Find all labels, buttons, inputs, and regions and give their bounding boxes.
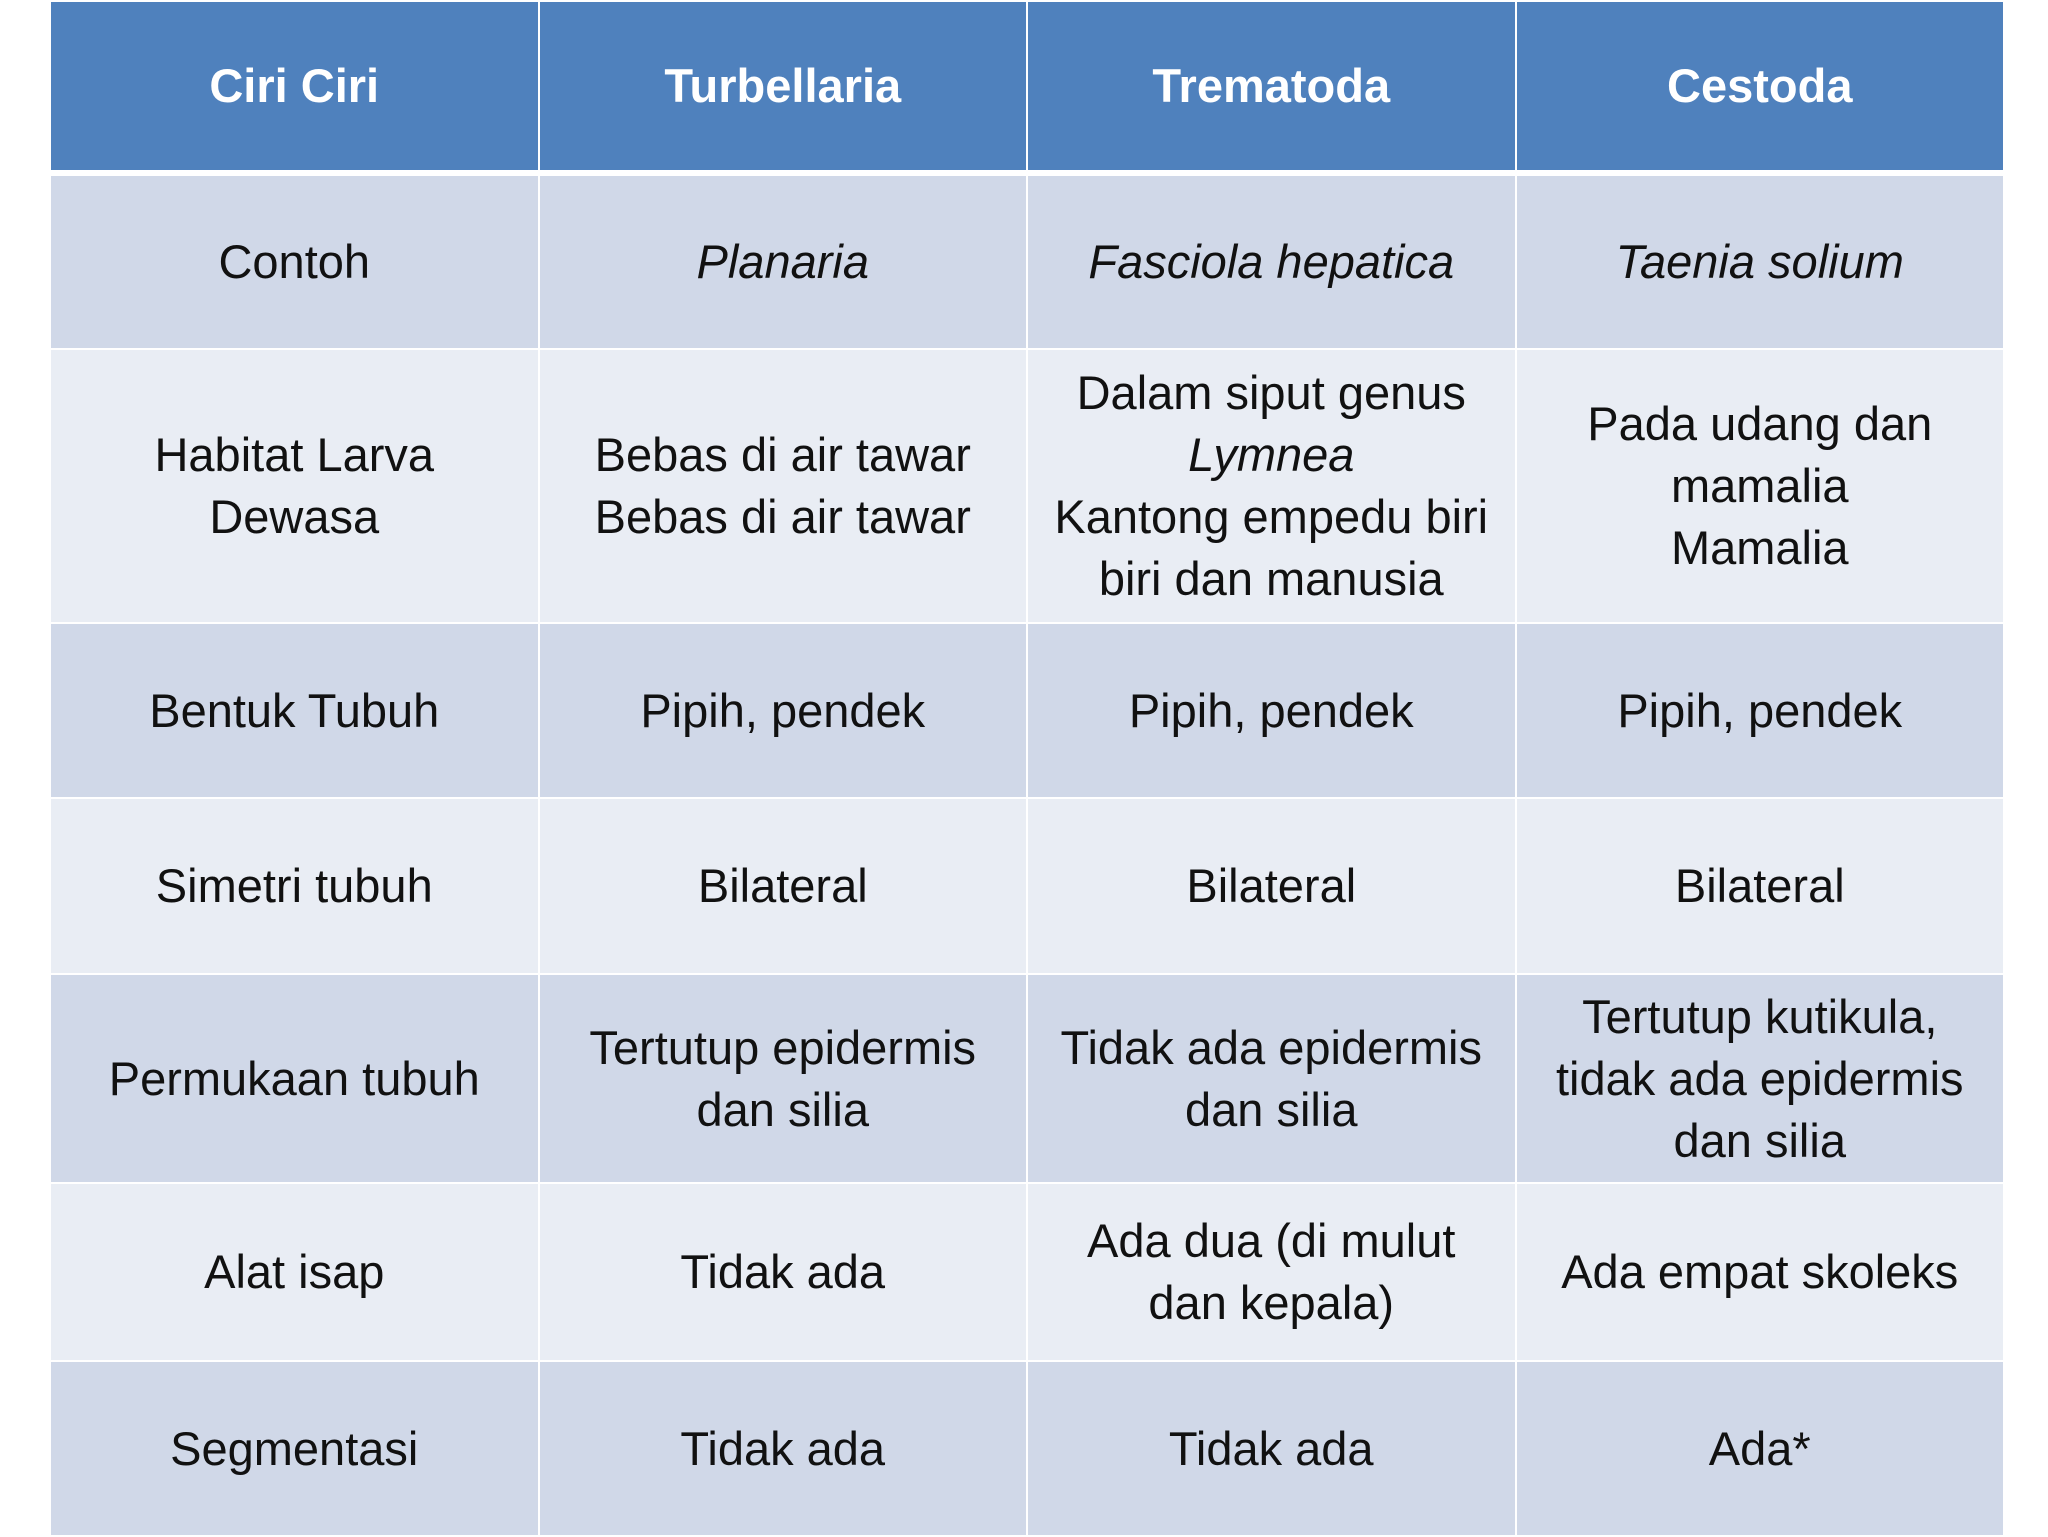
row-label-habitat [50, 349, 539, 623]
row-label-line: Habitat Larva [154, 428, 435, 481]
cell-contoh-trematoda [1027, 173, 1516, 349]
row-label-bentuk-tubuh: Bentuk Tubuh [50, 623, 539, 798]
cell-line: Tidak ada [680, 1421, 886, 1475]
cell-alat-cestoda [1516, 1183, 2005, 1361]
cell-line: dan silia [696, 1082, 869, 1136]
row-label-simetri-tubuh: Simetri tubuh [50, 798, 539, 974]
cell-contoh-turbellaria [539, 173, 1028, 349]
cell-bentuk-turbellaria [539, 623, 1028, 798]
cell-line: Tidak ada [680, 1245, 886, 1298]
cell-line: tidak ada epidermis [1555, 1051, 1964, 1105]
cell-permukaan-cestoda [1516, 974, 2005, 1183]
cell-line-genus: Lymnea [1188, 428, 1355, 481]
platyhelminthes-comparison-table [49, 0, 2005, 1537]
cell-line: Tidak ada [1168, 1421, 1374, 1475]
cell-alat-turbellaria [539, 1183, 1028, 1361]
cell-line: Pipih, pendek [640, 683, 926, 737]
cell-line: Taenia solium [1615, 235, 1904, 288]
cell-line: mamalia [1670, 459, 1849, 512]
table-row-permukaan-tubuh [50, 974, 2004, 1183]
row-label-segmentasi: Segmentasi [50, 1361, 539, 1536]
cell-segmentasi-cestoda [1516, 1361, 2005, 1536]
cell-line: Tidak ada epidermis [1060, 1020, 1482, 1074]
cell-line: Pipih, pendek [1128, 683, 1414, 737]
cell-bentuk-cestoda [1516, 623, 2005, 798]
table-row-simetri-tubuh [50, 798, 2004, 974]
cell-line: dan silia [1185, 1082, 1358, 1136]
cell-line: Mamalia [1670, 521, 1849, 574]
row-label-line: Dewasa [209, 490, 380, 543]
cell-simetri-trematoda [1027, 798, 1516, 974]
table-row-alat-isap [50, 1183, 2004, 1361]
row-label-contoh: Contoh [50, 173, 539, 349]
row-label-alat-isap: Alat isap [50, 1183, 539, 1361]
cell-alat-trematoda [1027, 1183, 1516, 1361]
cell-line: dan silia [1673, 1113, 1846, 1167]
cell-line: dan kepala) [1148, 1276, 1395, 1329]
table-row-contoh [50, 173, 2004, 349]
header-row [50, 1, 2004, 173]
cell-habitat-turbellaria [539, 349, 1028, 623]
cell-line: Bebas di air tawar [594, 490, 971, 543]
cell-line: biri dan manusia [1098, 552, 1444, 605]
comparison-table-container [49, 0, 2003, 1537]
cell-contoh-cestoda [1516, 173, 2005, 349]
table-row-segmentasi [50, 1361, 2004, 1536]
cell-permukaan-turbellaria [539, 974, 1028, 1183]
table-row-habitat [50, 349, 2004, 623]
table-row-bentuk-tubuh [50, 623, 2004, 798]
header-turbellaria: Turbellaria [539, 1, 1028, 173]
cell-line: Fasciola hepatica [1088, 235, 1455, 288]
cell-bentuk-trematoda [1027, 623, 1516, 798]
cell-line: Pada udang dan [1587, 397, 1933, 450]
cell-line: Pipih, pendek [1617, 683, 1903, 737]
cell-line: Tertutup epidermis [589, 1020, 977, 1074]
cell-line: Tertutup kutikula, [1582, 989, 1938, 1043]
cell-line: Bebas di air tawar [594, 428, 971, 481]
header-cestoda: Cestoda [1516, 1, 2005, 173]
cell-segmentasi-turbellaria [539, 1361, 1028, 1536]
cell-line: Bilateral [1186, 859, 1357, 912]
cell-line: Dalam siput genus [1076, 366, 1466, 419]
header-ciri-ciri: Ciri Ciri [50, 1, 539, 173]
cell-habitat-trematoda [1027, 349, 1516, 623]
cell-segmentasi-trematoda [1027, 1361, 1516, 1536]
cell-line: Planaria [696, 235, 869, 288]
cell-simetri-turbellaria [539, 798, 1028, 974]
header-trematoda: Trematoda [1027, 1, 1516, 173]
table-header [50, 1, 2004, 173]
cell-line: Ada* [1708, 1421, 1811, 1475]
cell-line: Bilateral [697, 859, 868, 912]
table-body [50, 173, 2004, 1536]
row-label-permukaan-tubuh: Permukaan tubuh [50, 974, 539, 1183]
cell-line: Ada empat skoleks [1561, 1245, 1959, 1298]
cell-line: Bilateral [1674, 859, 1845, 912]
cell-line: Ada dua (di mulut [1087, 1214, 1456, 1267]
cell-permukaan-trematoda [1027, 974, 1516, 1183]
cell-line: Kantong empedu biri [1054, 490, 1489, 543]
cell-habitat-cestoda [1516, 349, 2005, 623]
cell-simetri-cestoda [1516, 798, 2005, 974]
